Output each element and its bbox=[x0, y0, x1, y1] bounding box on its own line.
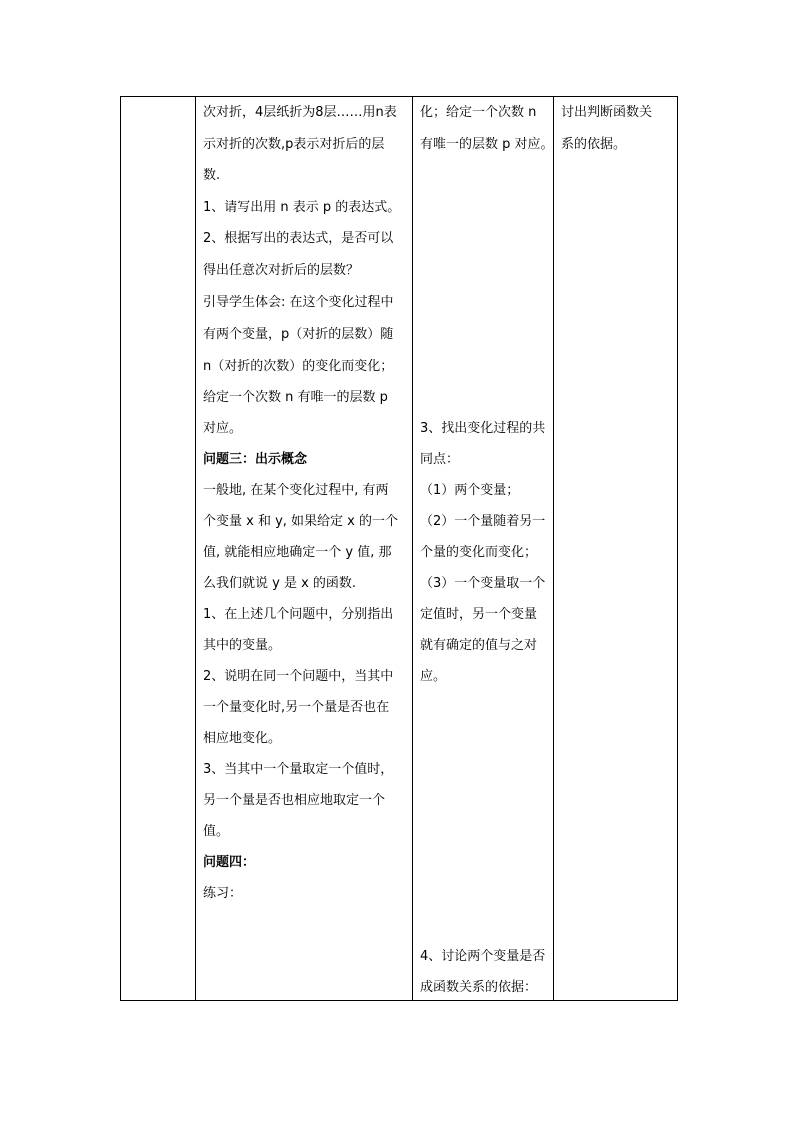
text-line: 一般地, 在某个变化过程中, 有两 bbox=[203, 483, 389, 498]
text-line: （3）一个变量取一个 bbox=[420, 576, 546, 591]
text-line: 2、根据写出的表达式，是否可以 bbox=[203, 231, 394, 246]
text-line: 另一个量是否也相应地取定一个 bbox=[203, 793, 386, 808]
text-line: 示对折的次数,p表示对折后的层 bbox=[203, 137, 385, 152]
column-divider bbox=[195, 97, 196, 1000]
text-line: 值。 bbox=[203, 824, 230, 839]
text-line: （1）两个变量； bbox=[420, 483, 520, 498]
column-divider bbox=[412, 97, 413, 1000]
text-line: 2、说明在同一个问题中，当其中 bbox=[203, 669, 394, 684]
text-line: 定值时，另一个变量 bbox=[420, 607, 538, 622]
text-line: n（对折的次数）的变化而变化； bbox=[203, 359, 394, 374]
text-line: 同点： bbox=[420, 452, 460, 467]
text-line: 讨出判断函数关 bbox=[561, 105, 653, 120]
text-line: 练习： bbox=[203, 886, 243, 901]
text-line: 其中的变量。 bbox=[203, 638, 282, 653]
text-line: 值, 就能相应地确定一个 y 值, 那 bbox=[203, 545, 392, 560]
text-line: 应。 bbox=[420, 669, 447, 684]
text-line: 1、请写出用 n 表示 p 的表达式。 bbox=[203, 200, 401, 215]
text-line: 个量的变化而变化； bbox=[420, 545, 538, 560]
text-line: 一个量变化时,另一个量是否也在 bbox=[203, 700, 390, 715]
column-divider bbox=[553, 97, 554, 1000]
text-line: 就有确定的值与之对 bbox=[420, 638, 538, 653]
text-line: 3、找出变化过程的共 bbox=[420, 421, 546, 436]
text-line: 系的依据。 bbox=[561, 137, 627, 152]
text-line: 次对折，4层纸折为8层……用n表 bbox=[203, 105, 397, 120]
text-line: 给定一个次数 n 有唯一的层数 p bbox=[203, 390, 388, 405]
text-line: 么我们就说 y 是 x 的函数. bbox=[203, 576, 357, 591]
text-line: 个变量 x 和 y, 如果给定 x 的一个 bbox=[203, 514, 399, 529]
lesson-table bbox=[120, 96, 678, 1001]
text-line: 化；给定一个次数 n bbox=[420, 105, 537, 120]
text-line: 3、当其中一个量取定一个值时， bbox=[203, 762, 394, 777]
text-line: 对应。 bbox=[203, 421, 243, 436]
text-line: 有两个变量，p（对折的层数）随 bbox=[203, 327, 394, 342]
text-line: 有唯一的层数 p 对应。 bbox=[420, 137, 554, 152]
section-heading-problem-3: 问题三：出示概念 bbox=[203, 452, 308, 467]
text-line: 1、在上述几个问题中，分别指出 bbox=[203, 607, 394, 622]
text-line: （2）一个量随着另一 bbox=[420, 514, 546, 529]
section-heading-problem-4: 问题四： bbox=[203, 855, 256, 870]
text-line: 相应地变化。 bbox=[203, 731, 282, 746]
text-line: 数. bbox=[203, 168, 221, 183]
text-line: 引导学生体会: 在这个变化过程中 bbox=[203, 295, 394, 310]
text-line: 得出任意次对折后的层数？ bbox=[203, 263, 360, 278]
text-line: 4、讨论两个变量是否 bbox=[420, 949, 546, 964]
text-line: 成函数关系的依据： bbox=[420, 980, 538, 995]
